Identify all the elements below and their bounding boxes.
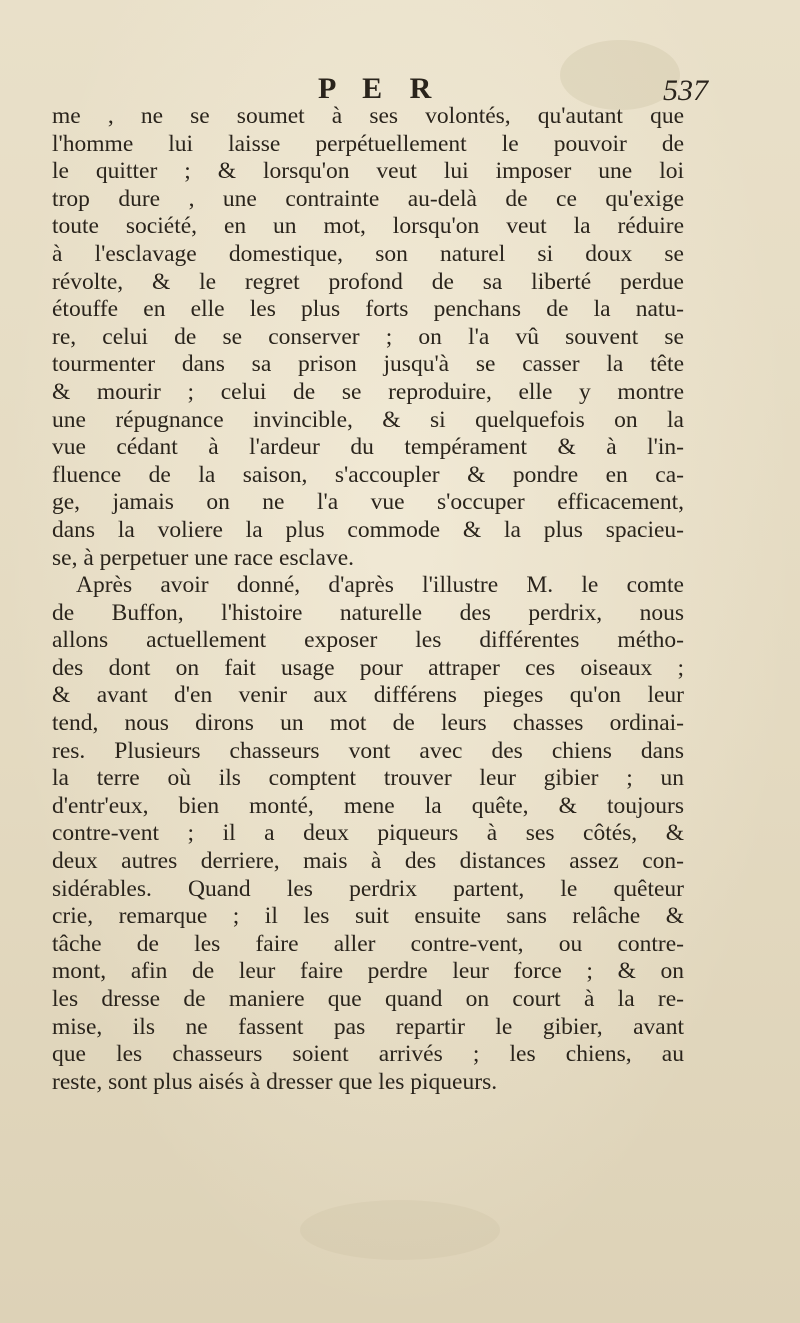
text-line: toute société, en un mot, lorsqu'on veut la réduire: [52, 213, 684, 240]
body-text: [52, 103, 684, 1096]
page-number: 537: [663, 74, 708, 107]
text-line: vue cédant à l'ardeur du tempérament & à l'in-: [52, 434, 684, 461]
text-line: d'entr'eux, bien monté, mene la quête, & toujours: [52, 792, 684, 819]
text-line: res. Plusieurs chasseurs vont avec des chiens dans: [52, 737, 684, 764]
text-line: étouffe en elle les plus forts penchans de la natu-: [52, 296, 684, 323]
text-line: ge, jamais on ne l'a vue s'occuper efficacement,: [52, 489, 684, 516]
text-line: reste, sont plus aisés à dresser que les piqueurs.: [52, 1068, 498, 1095]
text-line: tourmenter dans sa prison jusqu'à se casser la tête: [52, 351, 684, 378]
text-line: la terre où ils comptent trouver leur gibier ; un: [52, 765, 684, 792]
text-line: re, celui de se conserver ; on l'a vû souvent se: [52, 323, 684, 350]
text-line: des dont on fait usage pour attraper ces oiseaux ;: [52, 654, 684, 681]
text-line: allons actuellement exposer les différentes métho-: [52, 627, 684, 654]
text-line: trop dure , une contrainte au-delà de ce qu'exige: [52, 185, 684, 212]
text-line: les dresse de maniere que quand on court à la re-: [52, 986, 684, 1012]
text-line: tend, nous dirons un mot de leurs chasses ordinai-: [52, 710, 684, 737]
text-line: crie, remarque ; il les suit ensuite sans relâche &: [52, 903, 684, 930]
text-line: se, à perpetuer une race esclave.: [52, 544, 355, 571]
text-line: le quitter ; & lorsqu'on veut lui imposer une loi: [52, 158, 684, 185]
text-line: & avant d'en venir aux différens pieges qu'on leur: [52, 682, 684, 709]
text-line: mont, afin de leur faire perdre leur force ; & on: [52, 958, 684, 985]
text-line: deux autres derriere, mais à des distances assez con-: [52, 848, 684, 875]
text-line: sidérables. Quand les perdrix partent, le quêteur: [52, 875, 684, 902]
text-line: dans la voliere la plus commode & la plus spacieu-: [52, 516, 684, 543]
text-line: Après avoir donné, d'après l'illustre M. le comte: [76, 572, 684, 599]
text-line: révolte, & le regret profond de sa liberté perdue: [52, 268, 684, 295]
text-line: tâche de les faire aller contre-vent, ou contre-: [52, 930, 684, 957]
paragraph: [52, 572, 684, 1096]
text-line: mise, ils ne fassent pas repartir le gibier, avant: [52, 1013, 684, 1040]
paper-stain: [300, 1200, 500, 1260]
text-line: & mourir ; celui de se reproduire, elle y montre: [52, 378, 684, 405]
text-line: l'homme lui laisse perpétuellement le pouvoir de: [52, 130, 684, 157]
paragraph: [52, 103, 684, 572]
running-head: P E R: [318, 72, 442, 105]
text-line: que les chasseurs soient arrivés ; les chiens, au: [52, 1041, 684, 1068]
text-line: à l'esclavage domestique, son naturel si doux se: [52, 240, 684, 267]
text-line: de Buffon, l'histoire naturelle des perdrix, nous: [52, 599, 684, 626]
text-line: fluence de la saison, s'accoupler & pondre en ca-: [52, 461, 684, 488]
text-line: me , ne se soumet à ses volontés, qu'autant que: [52, 103, 684, 129]
text-line: une répugnance invincible, & si quelquefois on la: [52, 406, 684, 433]
text-line: contre-vent ; il a deux piqueurs à ses côtés, &: [52, 820, 684, 847]
